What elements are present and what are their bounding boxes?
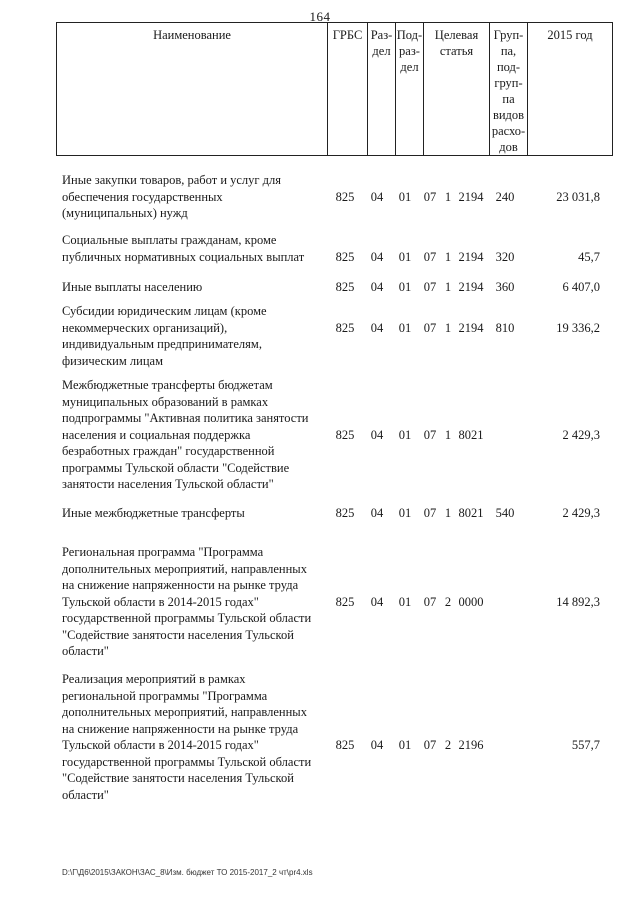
row-name-line: подпрограммы "Активная политика занятости	[62, 411, 309, 425]
cell-expense-group: 810	[495, 320, 515, 335]
row-name-line: Иные закупки товаров, работ и услуг для	[62, 173, 282, 187]
cell-article-subprogram: 1	[444, 249, 452, 264]
cell-article-program: 07	[423, 320, 437, 335]
row-name-line: Субсидии юридическим лицам (кроме	[62, 304, 267, 318]
cell-podrazdel: 01	[398, 189, 412, 204]
row-name-line: некоммерческих организаций),	[62, 320, 228, 335]
row-name-line: "Содействие занятости населения Тульской	[62, 627, 294, 642]
cell-article-program: 07	[423, 427, 437, 442]
cell-article-code: 2196	[458, 738, 484, 752]
cell-article-code: 2194	[458, 280, 484, 294]
cell-article-program: 07	[423, 594, 437, 609]
cell-razdel: 04	[370, 249, 384, 264]
row-name-line: муниципальных образований в рамках	[62, 394, 269, 409]
cell-amount-2015: 6 407,0	[562, 280, 600, 294]
cell-article-subprogram: 1	[444, 506, 452, 520]
row-name	[62, 505, 330, 522]
cell-article-code: 2194	[458, 189, 484, 204]
row-name-line: публичных нормативных социальных выплат	[62, 249, 305, 264]
cell-amount-2015: 557,7	[571, 738, 600, 752]
row-name-line: "Содействие занятости населения Тульской	[62, 771, 294, 785]
row-name-line: безработных граждан" государственной	[62, 444, 275, 458]
cell-article-code: 2194	[458, 249, 484, 264]
row-name-line: Межбюджетные трансферты бюджетам	[62, 378, 273, 392]
row-name-line: на снижение напряженности на рынке труда	[62, 721, 299, 736]
row-name-line: Тульской области в 2014-2015 годах"	[62, 594, 259, 609]
cell-article-subprogram: 1	[444, 280, 452, 294]
cell-article-program: 07	[423, 738, 437, 752]
cell-grbs: 825	[335, 594, 355, 609]
cell-razdel: 04	[370, 427, 384, 442]
cell-article-subprogram: 1	[444, 427, 452, 442]
page-number: 164	[309, 9, 331, 24]
cell-article-subprogram: 2	[444, 594, 452, 609]
col-grbs-header: ГРБС	[327, 23, 367, 155]
cell-podrazdel: 01	[398, 427, 412, 442]
cell-razdel: 04	[370, 320, 384, 335]
cell-expense-group: 240	[495, 189, 515, 204]
cell-grbs: 825	[335, 506, 355, 520]
row-name-line: Социальные выплаты гражданам, кроме	[62, 233, 277, 247]
row-name-line: Реализация мероприятий в рамках	[62, 672, 246, 686]
row-name-line: программы Тульской области "Содействие	[62, 460, 290, 475]
cell-razdel: 04	[370, 594, 384, 609]
row-name-line: дополнительных мероприятий, направленных	[62, 705, 307, 719]
cell-amount-2015: 19 336,2	[556, 320, 600, 335]
cell-article-program: 07	[423, 280, 437, 294]
cell-article-code: 8021	[458, 506, 484, 520]
row-name-line: населения и социальная поддержка	[62, 427, 251, 442]
cell-article-program: 07	[423, 249, 437, 264]
table-header	[56, 22, 613, 156]
cell-amount-2015: 14 892,3	[556, 594, 600, 609]
row-name-line: региональной программы "Программа	[62, 688, 268, 703]
row-name-line: области"	[62, 787, 109, 802]
row-name-line: (муниципальных) нужд	[62, 206, 188, 220]
cell-expense-group: 360	[495, 280, 515, 294]
row-name	[62, 377, 330, 493]
cell-article-subprogram: 1	[444, 189, 452, 204]
cell-podrazdel: 01	[398, 280, 412, 294]
cell-article-subprogram: 2	[444, 738, 452, 752]
col-article-header: Целевая статья	[423, 23, 489, 155]
cell-podrazdel: 01	[398, 738, 412, 752]
col-name-header: Наименование	[153, 28, 231, 42]
cell-grbs: 825	[335, 738, 355, 752]
cell-podrazdel: 01	[398, 594, 412, 609]
row-name-line: Иные межбюджетные трансферты	[62, 506, 245, 520]
cell-expense-group: 540	[495, 506, 515, 520]
cell-amount-2015: 2 429,3	[562, 427, 600, 442]
row-name-line: государственной программы Тульской области	[62, 611, 312, 625]
cell-podrazdel: 01	[398, 249, 412, 264]
row-name	[62, 544, 330, 660]
cell-podrazdel: 01	[398, 320, 412, 335]
cell-grbs: 825	[335, 320, 355, 335]
row-name-line: Иные выплаты населению	[62, 280, 203, 294]
row-name-line: индивидуальным предпринимателям,	[62, 337, 262, 351]
row-name	[62, 671, 330, 803]
row-name-line: области"	[62, 644, 109, 658]
cell-amount-2015: 45,7	[578, 249, 600, 264]
cell-amount-2015: 2 429,3	[562, 506, 600, 520]
row-name-line: занятости населения Тульской области"	[62, 477, 274, 491]
row-name-line: Региональная программа "Программа	[62, 545, 264, 559]
col-razdel-header: Раз- дел	[367, 23, 395, 155]
row-name	[62, 232, 330, 265]
cell-grbs: 825	[335, 189, 355, 204]
cell-article-subprogram: 1	[444, 320, 452, 335]
cell-article-program: 07	[423, 506, 437, 520]
row-name-line: обеспечения государственных	[62, 189, 223, 204]
cell-podrazdel: 01	[398, 506, 412, 520]
cell-razdel: 04	[370, 738, 384, 752]
file-path-footer: D:\Г\Д6\2015\ЗАКОН\ЗАС_8\Изм. бюджет ТО 2015-2017_2 чт\pr4.xls	[62, 868, 313, 877]
cell-razdel: 04	[370, 280, 384, 294]
cell-razdel: 04	[370, 506, 384, 520]
cell-article-program: 07	[423, 189, 437, 204]
row-name	[62, 279, 330, 296]
row-name-line: Тульской области в 2014-2015 годах"	[62, 738, 259, 752]
cell-article-code: 2194	[458, 320, 484, 335]
col-podrazdel-header: Под- раз- дел	[395, 23, 423, 155]
row-name-line: физическим лицам	[62, 353, 163, 368]
cell-article-code: 8021	[458, 427, 484, 442]
row-name-line: дополнительных мероприятий, направленных	[62, 561, 307, 576]
col-year-header: 2015 год	[527, 23, 612, 155]
cell-grbs: 825	[335, 280, 355, 294]
row-name	[62, 303, 330, 369]
row-name-line: государственной программы Тульской области	[62, 754, 312, 769]
cell-expense-group: 320	[495, 249, 515, 264]
row-name	[62, 172, 330, 222]
cell-grbs: 825	[335, 427, 355, 442]
col-group-header: Груп- па, под- груп- па видов расхо- дов	[489, 23, 527, 155]
cell-grbs: 825	[335, 249, 355, 264]
cell-article-code: 0000	[458, 594, 484, 609]
cell-amount-2015: 23 031,8	[556, 189, 600, 204]
cell-razdel: 04	[370, 189, 384, 204]
row-name-line: на снижение напряженности на рынке труда	[62, 578, 299, 592]
